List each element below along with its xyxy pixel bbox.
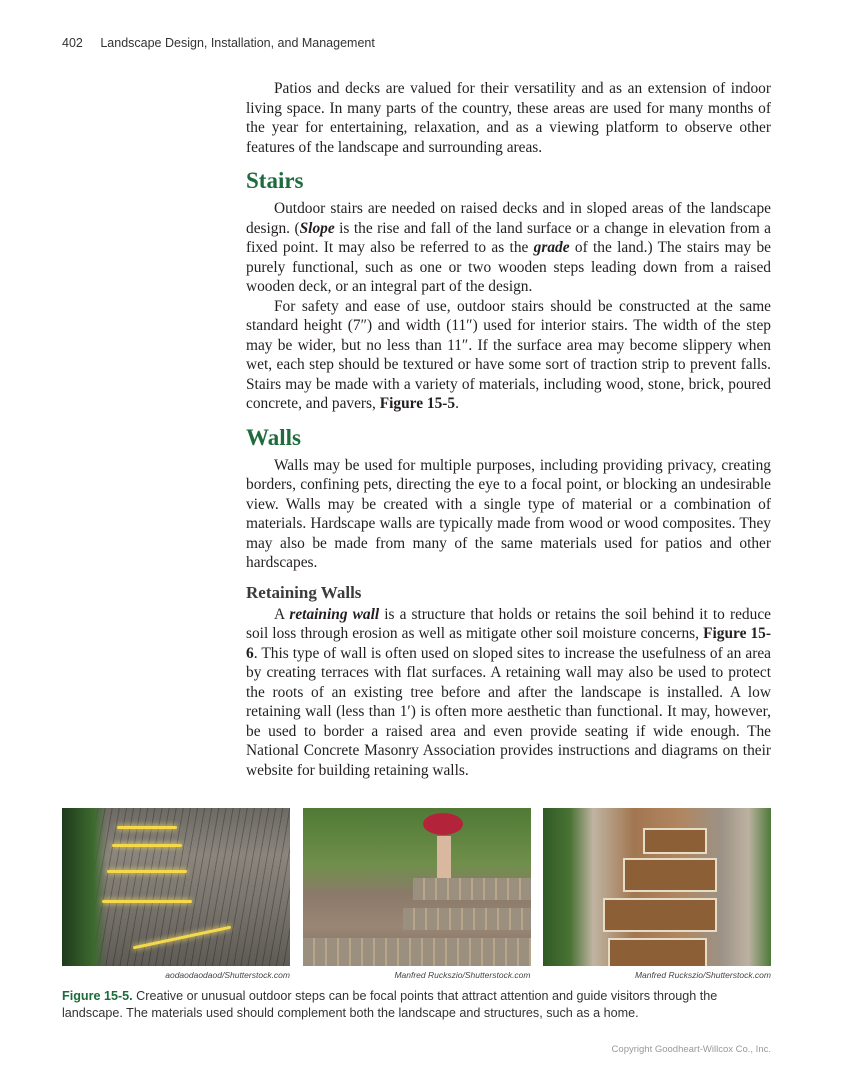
text-run: Walls may be used for multiple purposes, including providing privacy, creating borders, confining pets, directing the eye to a focal point, or blocking an undesirable view. Walls may be created with a single type of material or a combination of materials. Hardscape walls are typically made from wood or wood composites. They may also be made from many of the same materials used for patios and other hardscapes. [246,456,771,571]
running-header [62,36,375,50]
text-run: . [455,395,459,412]
emphasized-term: Figure 15-5 [379,395,456,412]
figure-panel-wood-steps [62,808,290,981]
text-run: is the rise and fall of the land surface or a change in elevation from a fixed point. It may also be referred to as the [246,219,771,256]
subsection-heading: Retaining Walls [246,582,362,602]
text-run: is a structure that holds or retains the soil behind it to reduce soil loss through erosion as well as mitigate other soil moisture concerns, [246,605,771,642]
photo-credit: Manfred Ruckszio/Shutterstock.com [394,970,531,980]
emphasized-term: Slope [299,219,335,237]
emphasized-term: retaining wall [289,605,380,623]
text-run: A [274,605,290,623]
photo-credit: Manfred Ruckszio/Shutterstock.com [634,970,771,980]
photo-flagstone-steps [543,808,771,966]
figure-panel-stone-steps [543,808,771,981]
text-run: For safety and ease of use, outdoor stairs should be constructed at the same standard height (7″) and width (11″) used for interior stairs. The width of the step may be wider, but no less than 11″. If the surface area may become slippery when wet, each step should be textured or have some sort of traction strip to prevent falls. Stairs may be made with a variety of materials, including wood, stone, brick, poured concrete, and pavers, [246,297,771,412]
photo-paver-steps [303,808,531,966]
section-heading: Stairs [246,168,304,193]
emphasized-term: Figure 15-6 [246,625,771,662]
photo-wood-deck-steps [62,808,290,966]
page-number: 402 [62,36,83,50]
paragraph [246,605,771,781]
paragraph [246,199,771,297]
caption-text: Creative or unusual outdoor steps can be focal points that attract attention and guide visitors through the landscape. The materials used should complement both the landscape and structures, such as a home. [62,989,718,1020]
text-run: of the land.) The stairs may be purely functional, such as one or two wooden steps leading down from a raised wooden deck, or an integral part of the design. [246,239,771,295]
emphasized-term: grade [533,239,570,256]
figure-panel-paver-steps [303,808,531,981]
paragraph [246,79,771,157]
photo-credit: aodaodaodaod/Shutterstock.com [165,970,290,980]
figure-caption [62,988,771,1022]
copyright: Copyright Goodheart-Willcox Co., Inc. [611,1044,771,1055]
paragraph [246,456,771,573]
text-run: Outdoor stairs are needed on raised decks and in sloped areas of the landscape design. ( [246,200,771,237]
figure-label: Figure 15-5. [62,989,133,1003]
book-title: Landscape Design, Installation, and Management [100,36,375,50]
text-run: . This type of wall is often used on sloped sites to increase the usefulness of an area by creating terraces with flat surfaces. A retaining wall may also be used to protect the roots of an existing tree before and after the landscape is installed. A low retaining wall (less than 1′) is often more aesthetic than functional. It may, however, be used to border a raised area and even provide seating if wide enough. The National Concrete Masonry Association provides instructions and diagrams on their website for building retaining walls. [246,644,771,779]
section-heading: Walls [246,424,301,450]
text-run: Patios and decks are valued for their versatility and as an extension of indoor living space. In many parts of the country, these areas are used for many months of the year for entertaining, relaxation, and as a viewing platform to observe other features of the landscape and surrounding areas. [246,80,771,156]
paragraph [246,297,771,414]
body-text [246,79,771,780]
figure-15-5 [62,808,771,981]
